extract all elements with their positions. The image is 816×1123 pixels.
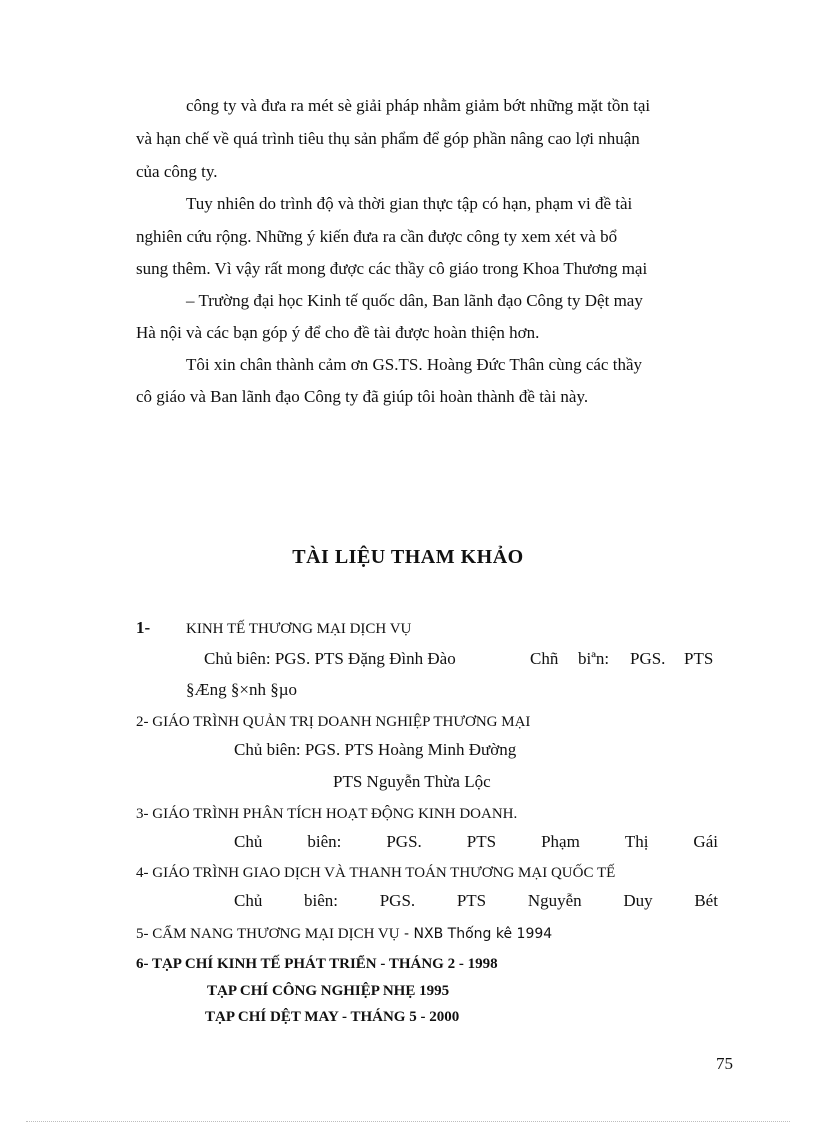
ref3-word: Chủ — [234, 832, 263, 851]
ref4-word: biên: — [304, 891, 339, 910]
p2-line-5: Hà nội và các bạn góp ý để cho đề tài được hoàn thiện hơn. — [136, 323, 540, 342]
ref1-number: 1- — [136, 618, 151, 637]
p3-line-1: Tôi xin chân thành cảm ơn GS.TS. Hoàng Đức Thân cùng các thầy — [186, 355, 642, 374]
ref4-editor-line — [234, 890, 718, 912]
ref1-garbled-line2: §Æng §×nh §µo — [186, 680, 297, 699]
page-bottom-divider — [26, 1121, 790, 1122]
ref3-editor-line — [234, 831, 718, 853]
ref4-word: Nguyễn — [527, 891, 582, 910]
ref1-garbled-a: Chñ — [530, 649, 559, 668]
ref4-word: PGS. — [379, 891, 416, 910]
ref6-line-1: 6- TẠP CHÍ KINH TẾ PHÁT TRIỂN - THÁNG 2 - 1998 — [136, 956, 498, 972]
ref1-title: KINH TẾ THƯƠNG MẠI DỊCH VỤ — [186, 621, 412, 637]
p2-line-1: Tuy nhiên do trình độ và thời gian thực tập có hạn, phạm vi đề tài — [186, 194, 633, 213]
ref4-word: Chủ — [234, 891, 263, 910]
ref2-editor: Chủ biên: PGS. PTS Hoàng Minh Đường — [234, 740, 517, 759]
p1-line-2: và hạn chế về quá trình tiêu thụ sản phẩm để góp phần nâng cao lợi nhuận — [136, 129, 640, 148]
p1-line-3: của công ty. — [136, 162, 218, 181]
ref2-title: 2- GIÁO TRÌNH QUẢN TRỊ DOANH NGHIỆP THƯƠNG MẠI — [136, 714, 531, 730]
ref3-word: PTS — [466, 832, 497, 851]
page-number: 75 — [716, 1054, 733, 1073]
ref3-word: Phạm — [541, 832, 580, 851]
ref6-line-2: TẠP CHÍ CÔNG NGHIỆP NHẸ 1995 — [207, 983, 450, 999]
ref4-word: Duy — [623, 891, 653, 910]
ref1-editor: Chủ biên: PGS. PTS Đặng Đình Đào — [204, 649, 456, 668]
p2-line-2: nghiên cứu rộng. Những ý kiến đưa ra cần được công ty xem xét và bổ — [136, 227, 618, 246]
ref3-title: 3- GIÁO TRÌNH PHÂN TÍCH HOẠT ĐỘNG KINH DOANH. — [136, 806, 518, 822]
ref1-garbled-d: PTS — [684, 649, 714, 668]
ref2-coeditor: PTS Nguyễn Thừa Lộc — [333, 772, 491, 791]
ref3-word: PGS. — [386, 832, 422, 851]
ref5-line — [136, 922, 552, 945]
ref3-word: biên: — [307, 832, 342, 851]
p2-line-4: – Trường đại học Kinh tế quốc dân, Ban lãnh đạo Công ty Dệt may — [186, 291, 643, 310]
ref3-word: Thị — [624, 832, 649, 851]
p2-line-3: sung thêm. Vì vậy rất mong được các thầy cô giáo trong Khoa Thương mại — [136, 259, 648, 278]
ref5-title: 5- CẨM NANG THƯƠNG MẠI DỊCH VỤ — [136, 926, 400, 942]
p1-line-1: công ty và đưa ra mét sè giải pháp nhằm giảm bớt những mặt tồn tại — [186, 96, 651, 115]
ref4-title: 4- GIÁO TRÌNH GIAO DỊCH VÀ THANH TOÁN THƯƠNG MẠI QUỐC TẾ — [136, 865, 616, 881]
ref4-word: PTS — [456, 891, 487, 910]
ref1-garbled-b: biªn: — [578, 649, 610, 668]
ref6-line-3: TẠP CHÍ DỆT MAY - THÁNG 5 - 2000 — [205, 1009, 460, 1025]
references-title: TÀI LIỆU THAM KHẢO — [292, 546, 524, 568]
ref1-garbled-c: PGS. — [630, 649, 666, 668]
p3-line-2: cô giáo và Ban lãnh đạo Công ty đã giúp tôi hoàn thành đề tài này. — [136, 387, 589, 406]
ref4-word: Bét — [694, 891, 718, 910]
ref5-publisher: - NXB Thống kê 1994 — [399, 926, 553, 942]
ref3-word: Gái — [693, 832, 718, 851]
